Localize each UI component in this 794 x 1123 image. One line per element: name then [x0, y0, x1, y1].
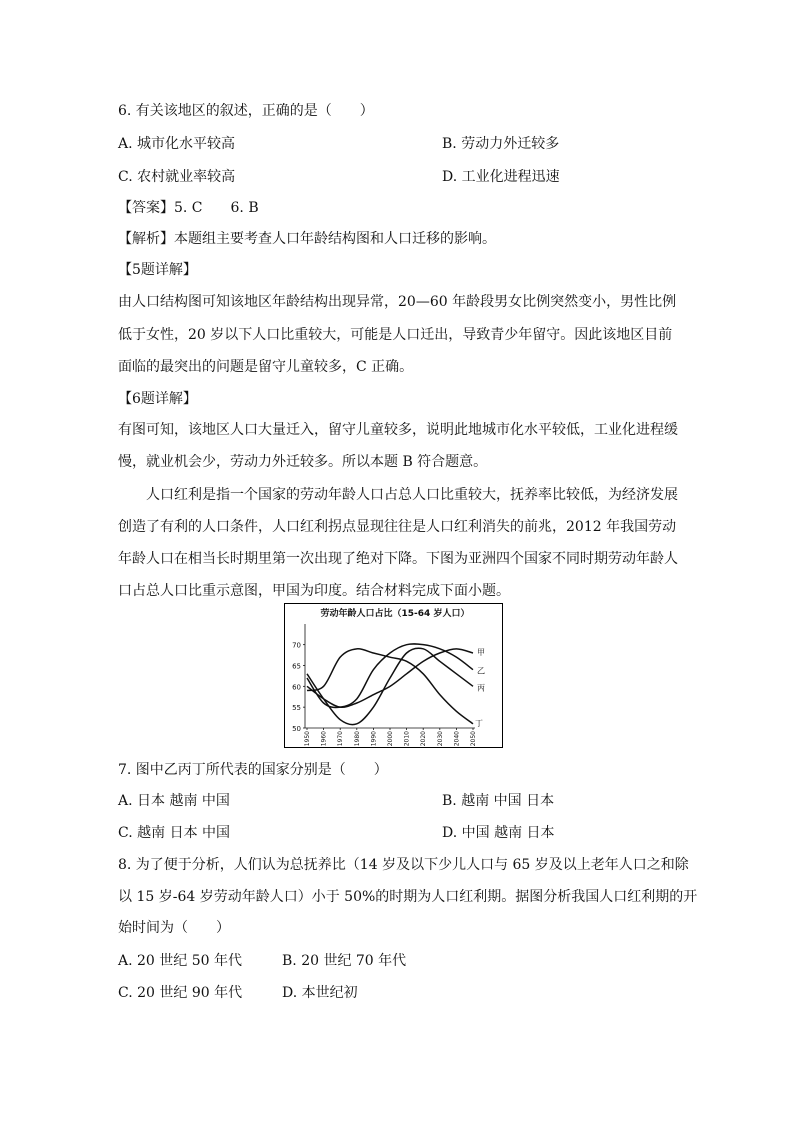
q8-line1: 8. 为了便于分析，人们认为总抚养比（14 岁及以下少儿人口与 65 岁及以上老年人口之和除: [118, 857, 689, 873]
x-tick-label: 2020: [420, 731, 428, 747]
x-tick-label: 1950: [304, 731, 311, 747]
x-tick-label: 1960: [320, 731, 328, 747]
series-label-乙: 乙: [477, 666, 485, 676]
q6-option-d: D. 工业化进程迅速: [442, 169, 560, 185]
q6-option-b: B. 劳动力外迁较多: [442, 136, 560, 152]
y-tick-label: 65: [292, 662, 301, 671]
detail6-line1: 有图可知，该地区人口大量迁入，留守儿童较多，说明此地城市化水平较低，工业化进程缓: [118, 422, 678, 438]
x-tick-label: 2030: [436, 731, 444, 747]
chart-title: 劳动年龄人口占比（15-64 岁人口）: [320, 609, 470, 619]
q7-option-d: D. 中国 越南 日本: [442, 825, 555, 841]
labor-population-chart: [284, 603, 503, 748]
q6-option-a: A. 城市化水平较高: [118, 136, 236, 152]
series-line-乙: [307, 644, 473, 708]
q7-option-c: C. 越南 日本 中国: [118, 825, 231, 841]
y-tick-label: 60: [292, 683, 301, 692]
y-tick-label: 55: [292, 704, 301, 713]
q8-option-a: A. 20 世纪 50 年代: [118, 953, 242, 969]
series-label-甲: 甲: [477, 648, 485, 657]
x-tick-label: 2000: [387, 731, 394, 747]
q7-option-b: B. 越南 中国 日本: [442, 793, 555, 809]
intro-line2: 创造了有利的人口条件，人口红利拐点显现往往是人口红利消失的前兆，2012 年我国劳动: [118, 519, 677, 535]
q6-stem: 6. 有关该地区的叙述，正确的是（ ）: [118, 103, 374, 119]
x-tick-label: 1980: [353, 731, 361, 747]
q7-option-a: A. 日本 越南 中国: [118, 793, 230, 809]
x-tick-label: 2050: [470, 731, 477, 747]
x-tick-label: 1970: [337, 731, 345, 747]
intro-line3: 年龄人口在相当长时期里第一次出现了绝对下降。下图为亚洲四个国家不同时期劳动年龄人: [118, 551, 678, 567]
detail6-title: 【6题详解】: [118, 391, 197, 407]
q8-line3: 始时间为（ ）: [118, 920, 230, 936]
intro-line1: 人口红利是指一个国家的劳动年龄人口占总人口比重较大，抚养率比较低，为经济发展: [146, 487, 678, 503]
detail5-line3: 面临的最突出的问题是留守儿童较多，C 正确。: [118, 359, 414, 375]
answer-line: 【答案】5. C 6. B: [118, 200, 259, 216]
x-tick-label: 2010: [403, 731, 411, 747]
q8-option-d: D. 本世纪初: [282, 985, 358, 1001]
q6-option-c: C. 农村就业率较高: [118, 169, 236, 185]
detail6-line2: 慢，就业机会少，劳动力外迁较多。所以本题 B 符合题意。: [118, 454, 488, 470]
detail5-line1: 由人口结构图可知该地区年龄结构出现异常，20—60 年龄段男女比例突然变小，男性比例: [118, 294, 677, 310]
series-label-丁: 丁: [475, 718, 483, 728]
x-tick-label: 1990: [370, 731, 378, 747]
y-tick-label: 70: [292, 641, 301, 650]
q8-option-b: B. 20 世纪 70 年代: [282, 953, 407, 969]
series-label-丙: 丙: [477, 683, 485, 693]
y-tick-label: 50: [292, 725, 301, 733]
q8-option-c: C. 20 世纪 90 年代: [118, 985, 243, 1001]
analysis-line: 【解析】本题组主要考查人口年龄结构图和人口迁移的影响。: [118, 231, 496, 247]
detail5-line2: 低于女性，20 岁以下人口比重较大，可能是人口迁出，导致青少年留守。因此该地区目前: [118, 327, 673, 343]
q8-line2: 以 15 岁-64 岁劳动年龄人口）小于 50%的时期为人口红利期。据图分析我国人口红利期的开: [118, 889, 698, 905]
detail5-title: 【5题详解】: [118, 262, 197, 278]
chart-svg: [285, 604, 502, 747]
q7-stem: 7. 图中乙丙丁所代表的国家分别是（ ）: [118, 762, 388, 778]
intro-line4: 口占总人口比重示意图，甲国为印度。结合材料完成下面小题。: [118, 583, 510, 599]
x-tick-label: 2040: [453, 731, 461, 747]
